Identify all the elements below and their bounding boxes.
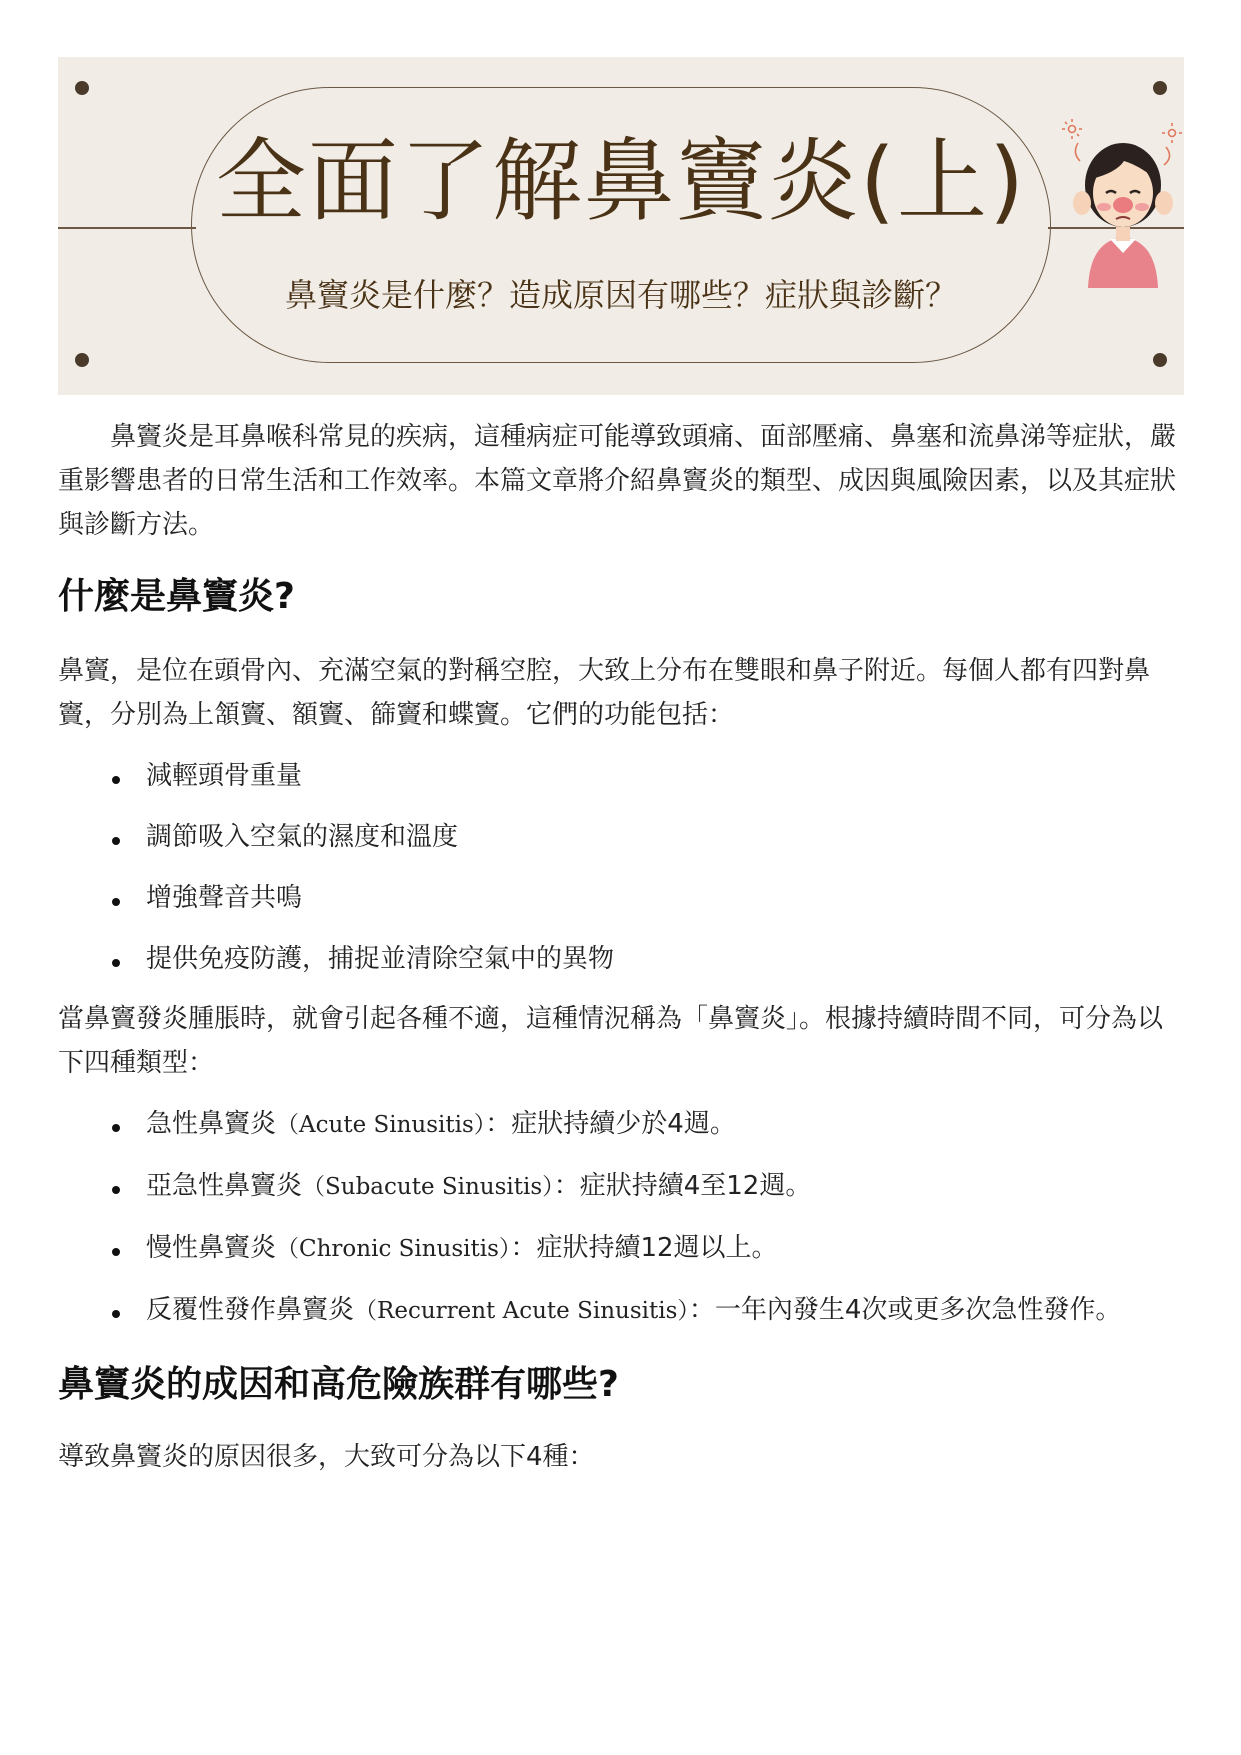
type-description: ：症狀持續4至12週。 <box>553 1171 812 1201</box>
list-item <box>58 1288 1182 1333</box>
type-latin-name: （Chronic Sinusitis） <box>276 1236 511 1262</box>
type-latin-name: （Recurrent Acute Sinusitis） <box>354 1298 689 1324</box>
type-latin-name: （Acute Sinusitis） <box>276 1112 486 1138</box>
type-latin-name: （Subacute Sinusitis） <box>302 1174 554 1200</box>
type-description: ：症狀持續12週以上。 <box>510 1233 778 1263</box>
type-description: ：一年內發生4次或更多次急性發作。 <box>688 1295 1122 1325</box>
list-item: 調節吸入空氣的濕度和溫度 <box>58 815 1182 859</box>
section-heading-what-is: 什麼是鼻竇炎? <box>58 576 295 617</box>
article-body <box>58 415 1182 1479</box>
list-item <box>58 1102 1182 1147</box>
type-name: 急性鼻竇炎 <box>146 1109 277 1139</box>
intro-paragraph: 鼻竇炎是耳鼻喉科常見的疾病，這種病症可能導致頭痛、面部壓痛、鼻塞和流鼻涕等症狀，嚴重影響患者的日常生活和工作效率。本篇文章將介紹鼻竇炎的類型、成因與風險因素，以及其症狀與診斷方法。 <box>58 422 1177 540</box>
title-banner <box>58 57 1184 395</box>
causes-intro-paragraph: 導致鼻竇炎的原因很多，大致可分為以下4種： <box>58 1442 595 1472</box>
corner-dot <box>75 353 89 367</box>
page-subtitle: 鼻竇炎是什麼？造成原因有哪些？症狀與診斷？ <box>284 276 957 314</box>
type-name: 慢性鼻竇炎 <box>146 1233 277 1263</box>
list-item <box>58 1226 1182 1271</box>
corner-dot <box>75 81 89 95</box>
sinusitis-type-list <box>58 1102 1182 1333</box>
sinus-function-list <box>58 754 1182 981</box>
corner-dot <box>1153 81 1167 95</box>
page-title: 全面了解鼻竇炎(上) <box>215 129 1027 234</box>
sinus-description-paragraph: 鼻竇，是位在頭骨內、充滿空氣的對稱空腔，大致上分布在雙眼和鼻子附近。每個人都有四對鼻竇，分別為上頷竇、額竇、篩竇和蝶竇。它們的功能包括： <box>58 656 1151 730</box>
type-name: 亞急性鼻竇炎 <box>146 1171 303 1201</box>
type-description: ：症狀持續少於4週。 <box>485 1109 736 1139</box>
section-heading-causes: 鼻竇炎的成因和高危險族群有哪些? <box>58 1364 619 1405</box>
list-item <box>58 1164 1182 1209</box>
list-item: 提供免疫防護，捕捉並清除空氣中的異物 <box>58 937 1182 981</box>
type-name: 反覆性發作鼻竇炎 <box>146 1295 355 1325</box>
sick-person-illustration-icon <box>1058 113 1188 288</box>
corner-dot <box>1153 353 1167 367</box>
list-item: 減輕頭骨重量 <box>58 754 1182 798</box>
list-item: 增強聲音共鳴 <box>58 876 1182 920</box>
banner-line-left <box>58 227 196 229</box>
types-intro-paragraph: 當鼻竇發炎腫脹時，就會引起各種不適，這種情況稱為「鼻竇炎」。根據持續時間不同，可分為以下四種類型： <box>58 1004 1164 1078</box>
